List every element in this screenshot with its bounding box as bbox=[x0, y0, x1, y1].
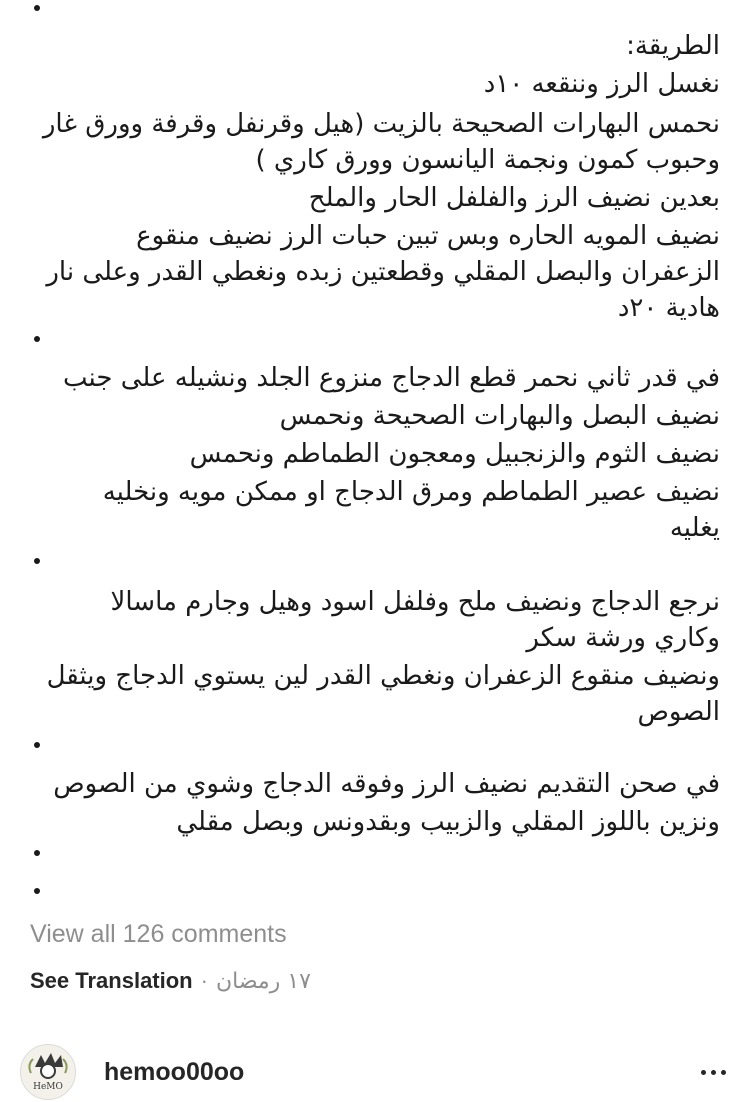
comment-row bbox=[20, 1042, 730, 1102]
more-horizontal-icon[interactable] bbox=[697, 1060, 730, 1085]
caption-line: هادية ٢٠د bbox=[617, 293, 720, 323]
bullet-dot bbox=[34, 742, 40, 748]
view-all-comments-link[interactable]: View all 126 comments bbox=[30, 920, 287, 948]
caption-line: نضيف البصل والبهارات الصحيحة ونحمس bbox=[279, 401, 720, 431]
caption-line: يغليه bbox=[669, 513, 720, 543]
bullet-dot bbox=[34, 5, 40, 11]
caption-line: الزعفران والبصل المقلي وقطعتين زبده ونغطي القدر وعلى نار bbox=[46, 257, 720, 287]
caption-line: وكاري ورشة سكر bbox=[526, 623, 720, 653]
caption-line: ونزين باللوز المقلي والزبيب وبقدونس وبصل مقلي bbox=[176, 807, 720, 837]
caption-line: الصوص bbox=[637, 697, 720, 727]
bullet-dot bbox=[34, 336, 40, 342]
post-date: ١٧ رمضان bbox=[215, 968, 311, 994]
svg-text:HeMO: HeMO bbox=[33, 1082, 63, 1092]
avatar[interactable] bbox=[20, 1044, 76, 1100]
caption-line: نحمس البهارات الصحيحة بالزيت (هيل وقرنفل وقرفة وورق غار bbox=[42, 109, 720, 139]
caption-line: بعدين نضيف الرز والفلفل الحار والملح bbox=[308, 183, 720, 213]
meta-separator: · bbox=[200, 968, 208, 993]
bullet-dot bbox=[34, 558, 40, 564]
caption-line: في قدر ثاني نحمر قطع الدجاج منزوع الجلد ونشيله على جنب bbox=[63, 363, 720, 393]
more-dot bbox=[701, 1070, 706, 1075]
caption-line: نرجع الدجاج ونضيف ملح وفلفل اسود وهيل وجارم ماسالا bbox=[110, 587, 720, 617]
caption-line: نضيف عصير الطماطم ومرق الدجاج او ممكن مويه ونخليه bbox=[102, 477, 720, 507]
avatar-logo-icon bbox=[21, 1045, 75, 1099]
caption-line: وحبوب كمون ونجمة اليانسون وورق كاري ) bbox=[255, 145, 720, 175]
post-meta bbox=[30, 968, 311, 994]
caption-line: الطريقة: bbox=[626, 31, 720, 61]
more-dot bbox=[711, 1070, 716, 1075]
caption-line: نغسل الرز وننقعه ١٠د bbox=[483, 69, 720, 99]
caption-line: نضيف المويه الحاره وبس تبين حبات الرز نضيف منقوع bbox=[136, 221, 720, 251]
caption-line: ونضيف منقوع الزعفران ونغطي القدر لين يستوي الدجاج ويثقل bbox=[46, 661, 720, 691]
more-dot bbox=[721, 1070, 726, 1075]
caption-line: نضيف الثوم والزنجبيل ومعجون الطماطم ونحمس bbox=[189, 439, 720, 469]
see-translation-button[interactable]: See Translation bbox=[30, 968, 193, 993]
comment-username[interactable]: hemoo00oo bbox=[104, 1057, 245, 1086]
bullet-dot bbox=[34, 888, 40, 894]
caption-line: في صحن التقديم نضيف الرز وفوقه الدجاج وشوي من الصوص bbox=[53, 769, 720, 799]
bullet-dot bbox=[34, 850, 40, 856]
